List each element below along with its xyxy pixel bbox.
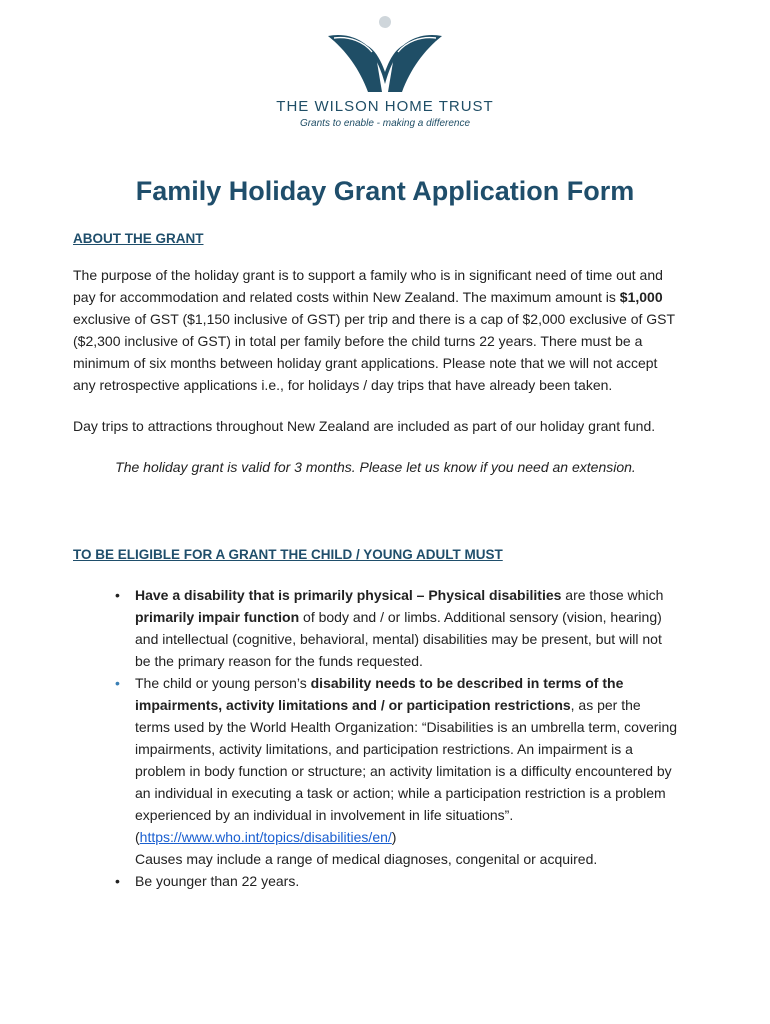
document-body xyxy=(73,228,678,892)
list-item: • Be younger than 22 years. xyxy=(135,870,678,892)
tagline: Grants to enable - making a difference xyxy=(299,118,471,129)
about-heading: ABOUT THE GRANT xyxy=(73,231,204,246)
page-title: Family Holiday Grant Application Form xyxy=(135,176,635,206)
validity-note: The holiday grant is valid for 3 months. Please let us know if you need an extension. xyxy=(115,459,636,475)
list-item: • Have a disability that is primarily physical – Physical disabilities are those which primarily impair function of body and / or limbs. Additional sensory (vision, hearing) and intellectual (cognitive, behavioral, mental) disabilities may be present, but will not be the primary reason for the funds requested. xyxy=(135,584,678,672)
bullet-icon: • xyxy=(115,873,120,889)
who-link[interactable]: https://www.who.int/topics/disabilities/en/ xyxy=(139,829,392,845)
wilson-trust-logo-icon xyxy=(320,14,450,96)
eligibility-list xyxy=(73,584,678,892)
max-amount: $1,000 xyxy=(619,289,663,305)
day-trips-paragraph: Day trips to attractions throughout New Zealand are included as part of our holiday grant fund. xyxy=(73,418,656,434)
logo xyxy=(0,14,770,129)
org-name: THE WILSON HOME TRUST xyxy=(276,98,494,115)
about-paragraph: The purpose of the holiday grant is to support a family who is in significant need of time out and pay for accommodation and related costs within New Zealand. The maximum amount is $1,000 exclusive of GST ($1,150 inclusive of GST) per trip and there is a cap of $2,000 exclusive of GST ($2,300 inclusive of GST) in total per family before the child turns 22 years. There must be a minimum of six months between holiday grant applications. Please note that we will not accept any retrospective applications i.e., for holidays / day trips that have already been taken. xyxy=(73,267,675,393)
list-item: • The child or young person’s disability needs to be described in terms of the impairments, activity limitations and / or participation restrictions, as per the terms used by the World Health Organization: “Disabilities is an umbrella term, covering impairments, activity limitations, and participation restrictions. An impairment is a problem in body function or structure; an activity limitation is a difficulty encountered by an individual in executing a task or action; while a participation restriction is a problem experienced by an individual in involvement in life situations”. (https://www.who.int/topics/disabilities/en/) Causes may include a range of medical diagnoses, congenital or acquired. xyxy=(135,672,678,870)
causes-text: Causes may include a range of medical diagnoses, congenital or acquired. xyxy=(135,851,598,867)
bullet-icon: • xyxy=(115,587,120,603)
bullet-icon: • xyxy=(115,675,120,691)
eligibility-heading: TO BE ELIGIBLE FOR A GRANT THE CHILD / YOUNG ADULT MUST xyxy=(73,547,503,562)
